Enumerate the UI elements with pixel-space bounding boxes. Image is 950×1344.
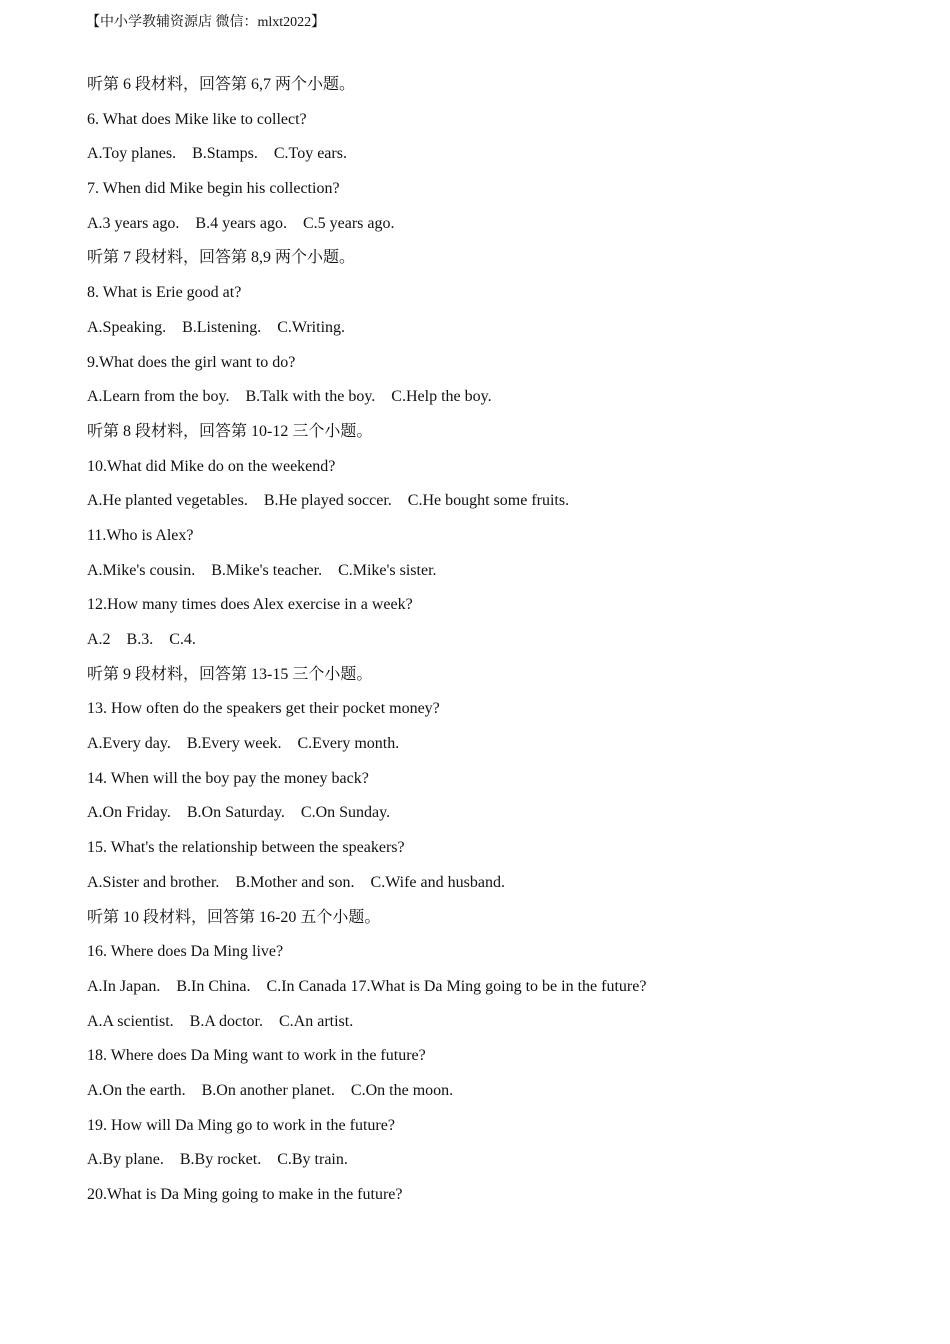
- options-7: A.3 years ago. B.4 years ago. C.5 years ago.: [87, 214, 395, 232]
- options-12: A.2 B.3. C.4.: [87, 631, 196, 648]
- header-note: 【中小学教辅资源店 微信：mlxt2022】: [86, 15, 326, 30]
- options-10: A.He planted vegetables. B.He played soccer. C.He bought some fruits.: [87, 492, 570, 510]
- options-8: A.Speaking. B.Listening. C.Writing.: [87, 318, 346, 336]
- options-18: A.On the earth. B.On another planet. C.On the moon.: [87, 1081, 454, 1099]
- question-8: 8. What is Erie good at?: [87, 284, 242, 302]
- question-13: 13. How often do the speakers get their pocket money?: [87, 700, 440, 718]
- question-10: 10.What did Mike do on the weekend?: [87, 457, 336, 475]
- options-14: A.On Friday. B.On Saturday. C.On Sunday.: [87, 804, 391, 822]
- question-11: 11.Who is Alex?: [87, 526, 194, 544]
- options-16-question-17: A.In Japan. B.In China. C.In Canada 17.What is Da Ming going to be in the future?: [87, 977, 647, 995]
- question-19: 19. How will Da Ming go to work in the future?: [87, 1116, 395, 1134]
- options-9: A.Learn from the boy. B.Talk with the boy. C.Help the boy.: [87, 388, 492, 406]
- document-body: [87, 68, 907, 1213]
- section-heading-9: 听第 9 段材料，回答第 13-15 三个小题。: [87, 665, 373, 683]
- options-15: A.Sister and brother. B.Mother and son. C.Wife and husband.: [87, 873, 505, 891]
- section-heading-6: 听第 6 段材料，回答第 6,7 两个小题。: [87, 76, 356, 93]
- question-20: 20.What is Da Ming going to make in the future?: [87, 1186, 403, 1203]
- section-heading-10: 听第 10 段材料，回答第 16-20 五个小题。: [87, 908, 381, 926]
- question-9: 9.What does the girl want to do?: [87, 353, 296, 371]
- section-heading-7: 听第 7 段材料，回答第 8,9 两个小题。: [87, 249, 356, 267]
- question-12: 12.How many times does Alex exercise in a week?: [87, 596, 413, 614]
- options-13: A.Every day. B.Every week. C.Every month.: [87, 735, 400, 753]
- question-14: 14. When will the boy pay the money back?: [87, 769, 369, 787]
- question-6: 6. What does Mike like to collect?: [87, 110, 307, 128]
- question-16: 16. Where does Da Ming live?: [87, 943, 284, 961]
- section-heading-8: 听第 8 段材料，回答第 10-12 三个小题。: [87, 422, 373, 440]
- options-19: A.By plane. B.By rocket. C.By train.: [87, 1151, 348, 1169]
- question-18: 18. Where does Da Ming want to work in the future?: [87, 1047, 426, 1065]
- question-15: 15. What's the relationship between the speakers?: [87, 839, 405, 857]
- options-17: A.A scientist. B.A doctor. C.An artist.: [87, 1012, 354, 1030]
- question-7: 7. When did Mike begin his collection?: [87, 180, 340, 198]
- options-6: A.Toy planes. B.Stamps. C.Toy ears.: [87, 145, 347, 163]
- options-11: A.Mike's cousin. B.Mike's teacher. C.Mike's sister.: [87, 561, 437, 579]
